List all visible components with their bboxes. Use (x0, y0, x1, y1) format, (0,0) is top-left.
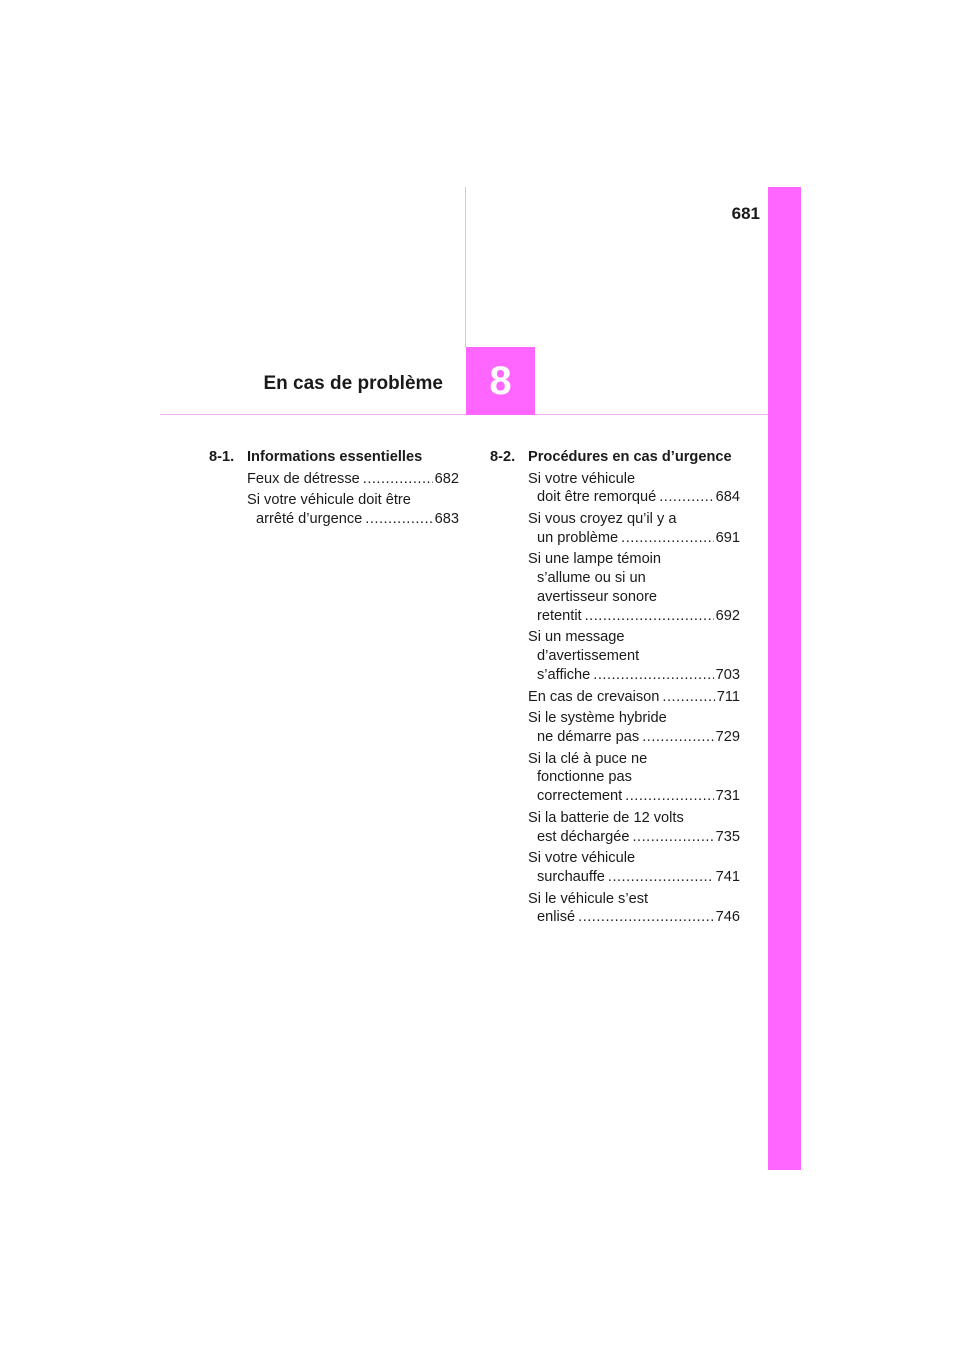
dot-leader (593, 666, 713, 685)
toc-entry-line: En cas de crevaison (528, 688, 660, 705)
vertical-divider (465, 187, 466, 347)
toc-entry[interactable] (528, 550, 740, 625)
section-title: Procédures en cas d’urgence (528, 449, 732, 465)
toc-entry-line: surchauffe (537, 868, 605, 885)
page-number: 681 (731, 204, 760, 223)
toc-entry-line: Si vous croyez qu’il y a (528, 510, 677, 527)
toc-entry[interactable] (528, 628, 740, 684)
dot-leader (662, 688, 714, 707)
toc-entry-line: Si votre véhicule doit être (247, 492, 411, 509)
toc-entry[interactable] (528, 750, 740, 806)
dot-leader (642, 728, 713, 747)
toc-entry-line: enlisé (537, 909, 576, 926)
toc-page-number: 692 (715, 607, 740, 624)
toc-entry-line: est déchargée (537, 828, 630, 845)
toc-entry-line: Si votre véhicule (528, 470, 636, 487)
toc-entry-line: un problème (537, 529, 619, 546)
dot-leader (363, 470, 433, 489)
toc-entry-line: Si votre véhicule (528, 850, 636, 867)
toc-entry-line: Feux de détresse (247, 470, 360, 487)
toc-entry-line: Si un message (528, 629, 625, 646)
section-title: Informations essentielles (247, 449, 423, 465)
toc-page-number: 684 (715, 489, 740, 506)
toc-entry[interactable] (528, 809, 740, 847)
dot-leader (621, 529, 714, 548)
toc-entry-line: fonctionne pas (537, 769, 632, 786)
toc-section-8-2 (490, 448, 740, 930)
toc-entry-line: Si le système hybride (528, 710, 667, 727)
dot-leader (633, 828, 714, 847)
toc-page-number: 731 (715, 788, 740, 805)
toc-entry-line: avertisseur sonore (537, 588, 658, 605)
toc-page-number: 746 (715, 909, 740, 926)
section-heading (490, 448, 740, 467)
dot-leader (578, 908, 714, 927)
toc-page-number: 729 (715, 728, 740, 745)
toc-entry[interactable] (528, 688, 740, 707)
toc-entry-line: s’affiche (537, 666, 591, 683)
toc-page-number: 683 (434, 510, 459, 527)
toc-page-number: 711 (716, 688, 740, 705)
dot-leader (365, 510, 432, 529)
toc-page-number: 682 (434, 470, 459, 487)
toc-entry-line: ne démarre pas (537, 728, 640, 745)
toc-entry[interactable] (247, 491, 459, 529)
toc-entry-line: retentit (537, 607, 582, 624)
toc-entry-line: arrêté d’urgence (256, 510, 363, 527)
toc-entry[interactable] (528, 890, 740, 928)
chapter-side-tab (768, 187, 801, 1170)
section-number: 8-1. (209, 449, 235, 465)
toc-section-8-1 (209, 448, 459, 532)
toc-entry[interactable] (528, 470, 740, 508)
chapter-title: En cas de problème (263, 373, 443, 394)
dot-leader (585, 607, 714, 626)
toc-entry[interactable] (528, 510, 740, 548)
dot-leader (659, 488, 713, 507)
toc-entry-line: s’allume ou si un (537, 570, 646, 587)
toc-entry-line: Si le véhicule s’est (528, 890, 649, 907)
toc-entry-line: d’avertissement (537, 648, 640, 665)
toc-entry-line: doit être remorqué (537, 489, 657, 506)
toc-entry-line: Si la clé à puce ne (528, 750, 648, 767)
toc-entry[interactable] (528, 709, 740, 747)
toc-entry-line: correctement (537, 788, 623, 805)
toc-page-number: 703 (715, 666, 740, 683)
toc-entry[interactable] (528, 849, 740, 887)
toc-entry-line: Si une lampe témoin (528, 551, 662, 568)
dot-leader (608, 868, 714, 887)
toc-entry-line: Si la batterie de 12 volts (528, 809, 684, 826)
toc-page-number: 735 (715, 828, 740, 845)
toc-page-number: 691 (715, 529, 740, 546)
dot-leader (625, 787, 713, 806)
header-divider (160, 414, 768, 415)
chapter-number-badge: 8 (466, 347, 535, 415)
toc-page-number: 741 (715, 868, 740, 885)
section-heading (209, 448, 459, 467)
toc-entry[interactable] (247, 470, 459, 489)
section-number: 8-2. (490, 449, 516, 465)
